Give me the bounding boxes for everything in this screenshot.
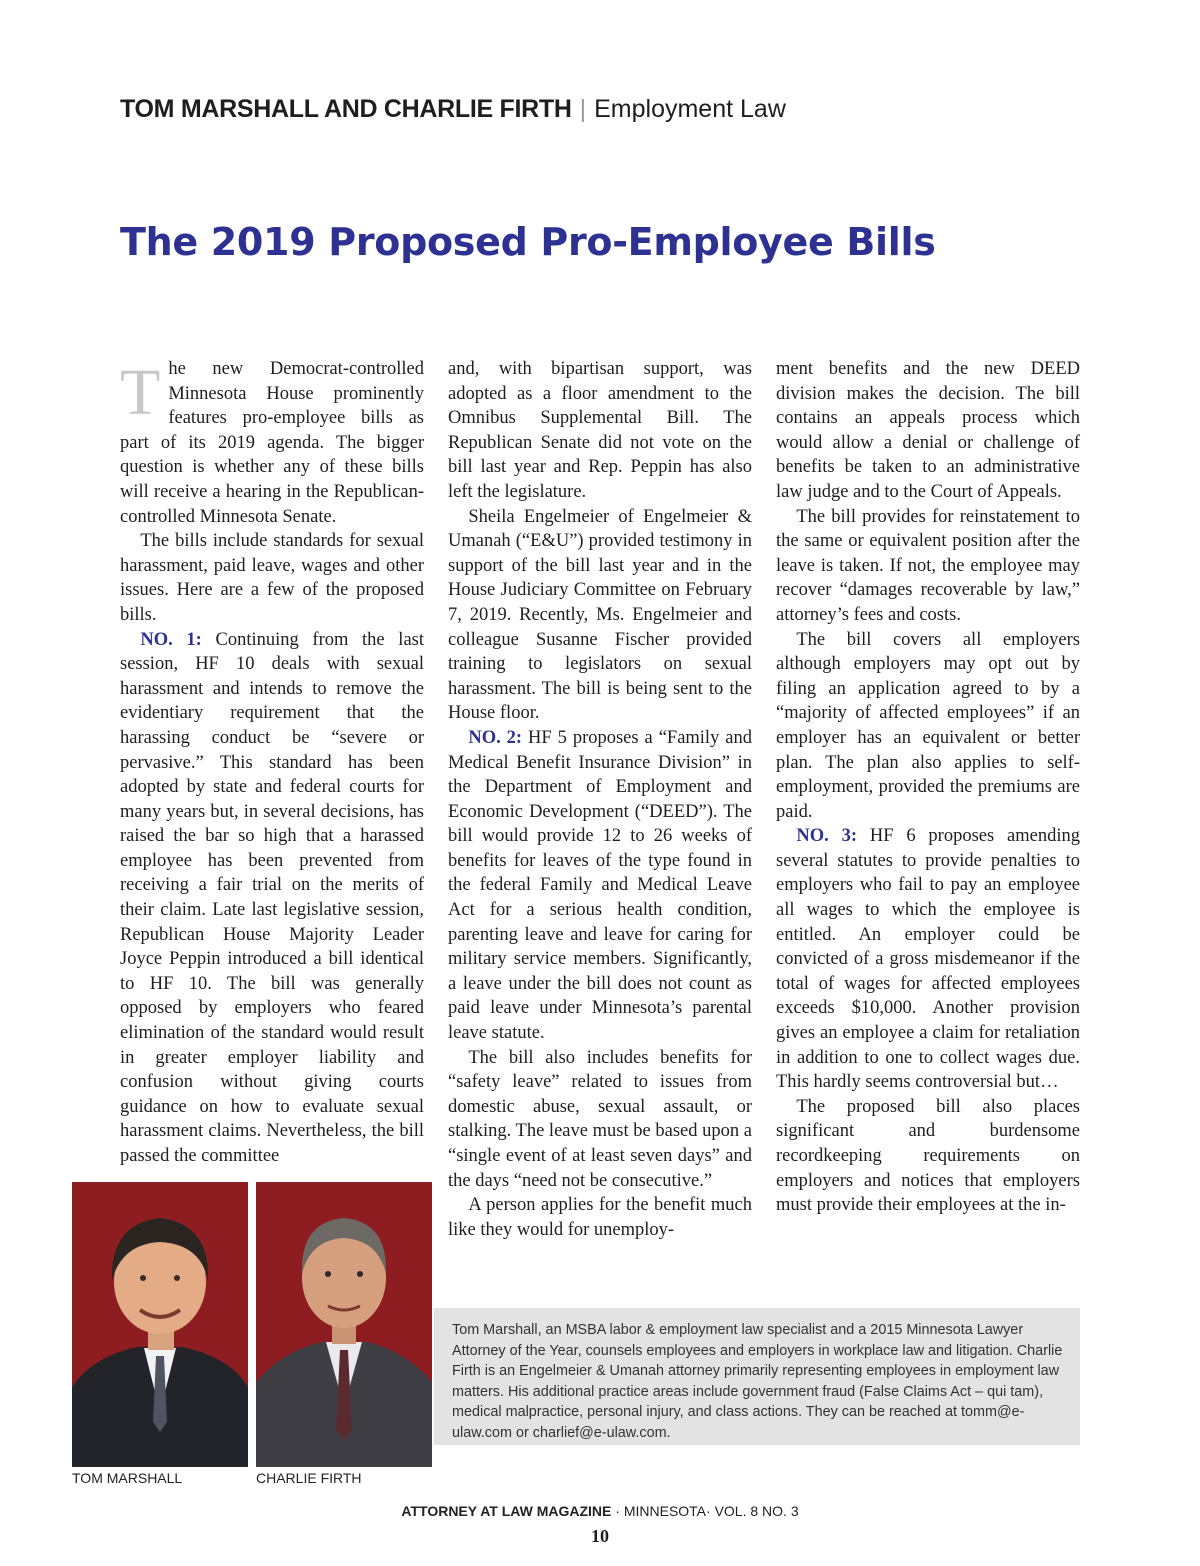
tom-marshall-caption: TOM MARSHALL bbox=[72, 1470, 183, 1486]
article-column-2 bbox=[448, 357, 752, 1242]
paragraph: and, with bipartisan support, was adopted as a floor amendment to the Omnibus Supplemental Bill. The Republican Senate did not vote on the bill last year and Rep. Peppin has also left the legislature. bbox=[448, 359, 752, 502]
author-bio-box: Tom Marshall, an MSBA labor & employment law specialist and a 2015 Minnesota Lawyer Attorney of the Year, counsels employees and employers in workplace law and litigation. Charlie Firth is an Engelmeier & Umanah attorney primarily representing employees in employment law matters. His additional practice areas include government fraud (False Claims Act – qui tam), medical malpractice, personal injury, and class actions. They can be reached at tomm@e-ulaw.com or charlief@e-ulaw.com. bbox=[434, 1308, 1080, 1445]
article-title: The 2019 Proposed Pro-Employee Bills bbox=[120, 220, 936, 264]
paragraph: The bill also includes benefits for “safety leave” related to issues from domestic abuse, sexual assault, or stalking. The leave must be based upon a “single event of at least seven days” and the days “need not be consecutive.” bbox=[448, 1047, 752, 1191]
bill-number-label: NO. 2: bbox=[468, 727, 523, 748]
drop-cap: T bbox=[120, 356, 161, 429]
article-header bbox=[120, 95, 786, 124]
magazine-footer bbox=[0, 1503, 1200, 1519]
magazine-name: ATTORNEY AT LAW MAGAZINE bbox=[401, 1503, 612, 1519]
bill-number-label: NO. 1: bbox=[140, 629, 202, 650]
paragraph: The bills include standards for sexual harassment, paid leave, wages and other issues. Here are a few of the proposed bills. bbox=[120, 531, 424, 625]
tom-marshall-photo bbox=[72, 1182, 248, 1467]
paragraph: Sheila Engelmeier of Engelmeier & Umanah (“E&U”) provided testimony in support of the bill last year and in the House Judiciary Committee on February 7, 2019. Recently, Ms. Engelmeier and colleague Susanne Fischer provided training to legislators on sexual harassment. The bill is being sent to the House floor. bbox=[448, 506, 752, 724]
paragraph: The bill covers all employers although employers may opt out by filing an application agreed to by a “majority of affected employees” if an employer has an equivalent or better plan. The plan also applies to self-employment, provided the premiums are paid. bbox=[776, 629, 1080, 822]
bill-number-label: NO. 3: bbox=[796, 826, 857, 847]
article-column-3 bbox=[776, 357, 1080, 1218]
page-number: 10 bbox=[591, 1526, 609, 1546]
article-column-1 bbox=[120, 357, 424, 1169]
charlie-firth-caption: CHARLIE FIRTH bbox=[256, 1470, 362, 1486]
paragraph: ment benefits and the new DEED division makes the decision. The bill contains an appeals process which would allow a denial or challenge of benefits be taken to an administrative law judge and to the Court of Appeals. bbox=[776, 359, 1080, 502]
header-authors: TOM MARSHALL AND CHARLIE FIRTH bbox=[120, 95, 572, 123]
paragraph: The bill provides for reinstatement to the same or equivalent position after the leave is taken. If not, the employee may recover “damages recoverable by law,” attorney’s fees and costs. bbox=[776, 506, 1080, 625]
issue-details: · MINNESOTA· VOL. 8 NO. 3 bbox=[611, 1503, 799, 1519]
header-section: Employment Law bbox=[594, 95, 786, 123]
paragraph: NO. 1: Continuing from the last session, HF 10 deals with sexual harassment and intends to remove the evidentiary requirement that the harassing conduct be “severe or pervasive.” This standard has been adopted by state and federal courts for many years but, in several decisions, has raised the bar so high that a harassed employee has been prevented from receiving a fair trial on the merits of their claim. Late last legislative session, Republican House Majority Leader Joyce Peppin introduced a bill identical to HF 10. The bill was generally opposed by employers who feared elimination of the standard would result in greater employer liability and confusion without giving courts guidance on how to evaluate sexual harassment claims. Nevertheless, the bill passed the committee bbox=[120, 629, 424, 1166]
header-separator: | bbox=[579, 95, 587, 123]
paragraph: NO. 2: HF 5 proposes a “Family and Medical Benefit Insurance Division” in the Department of Employment and Economic Development (“DEED”). The bill would provide 12 to 26 weeks of benefits for leaves of the type found in the federal Family and Medical Leave Act for a serious health condition, parenting leave and leave for caring for military service members. Significantly, a leave under the bill does not count as paid leave under Minnesota’s parental leave statute. bbox=[448, 727, 752, 1044]
paragraph: A person applies for the benefit much like they would for unemploy- bbox=[448, 1195, 752, 1240]
paragraph: The proposed bill also places significant and burdensome recordkeeping requirements on employers and notices that employers must provide their employees at the in- bbox=[776, 1096, 1080, 1216]
paragraph: NO. 3: HF 6 proposes amending several statutes to provide penalties to employers who fail to pay an employee all wages to which the employee is entitled. An employer could be convicted of a gross misdemeanor if the total of wages for affected employees exceeds $10,000. Another provision gives an employee a claim for retaliation in addition to one to collect wages due. This hardly seems controversial but… bbox=[776, 826, 1080, 1093]
charlie-firth-photo bbox=[256, 1182, 432, 1467]
paragraph: The new Democrat-controlled Minnesota House prominently features pro-employee bills as part of its 2019 agenda. The bigger question is whether any of these bills will receive a hearing in the Republican-controlled Minnesota Senate. bbox=[120, 356, 424, 527]
